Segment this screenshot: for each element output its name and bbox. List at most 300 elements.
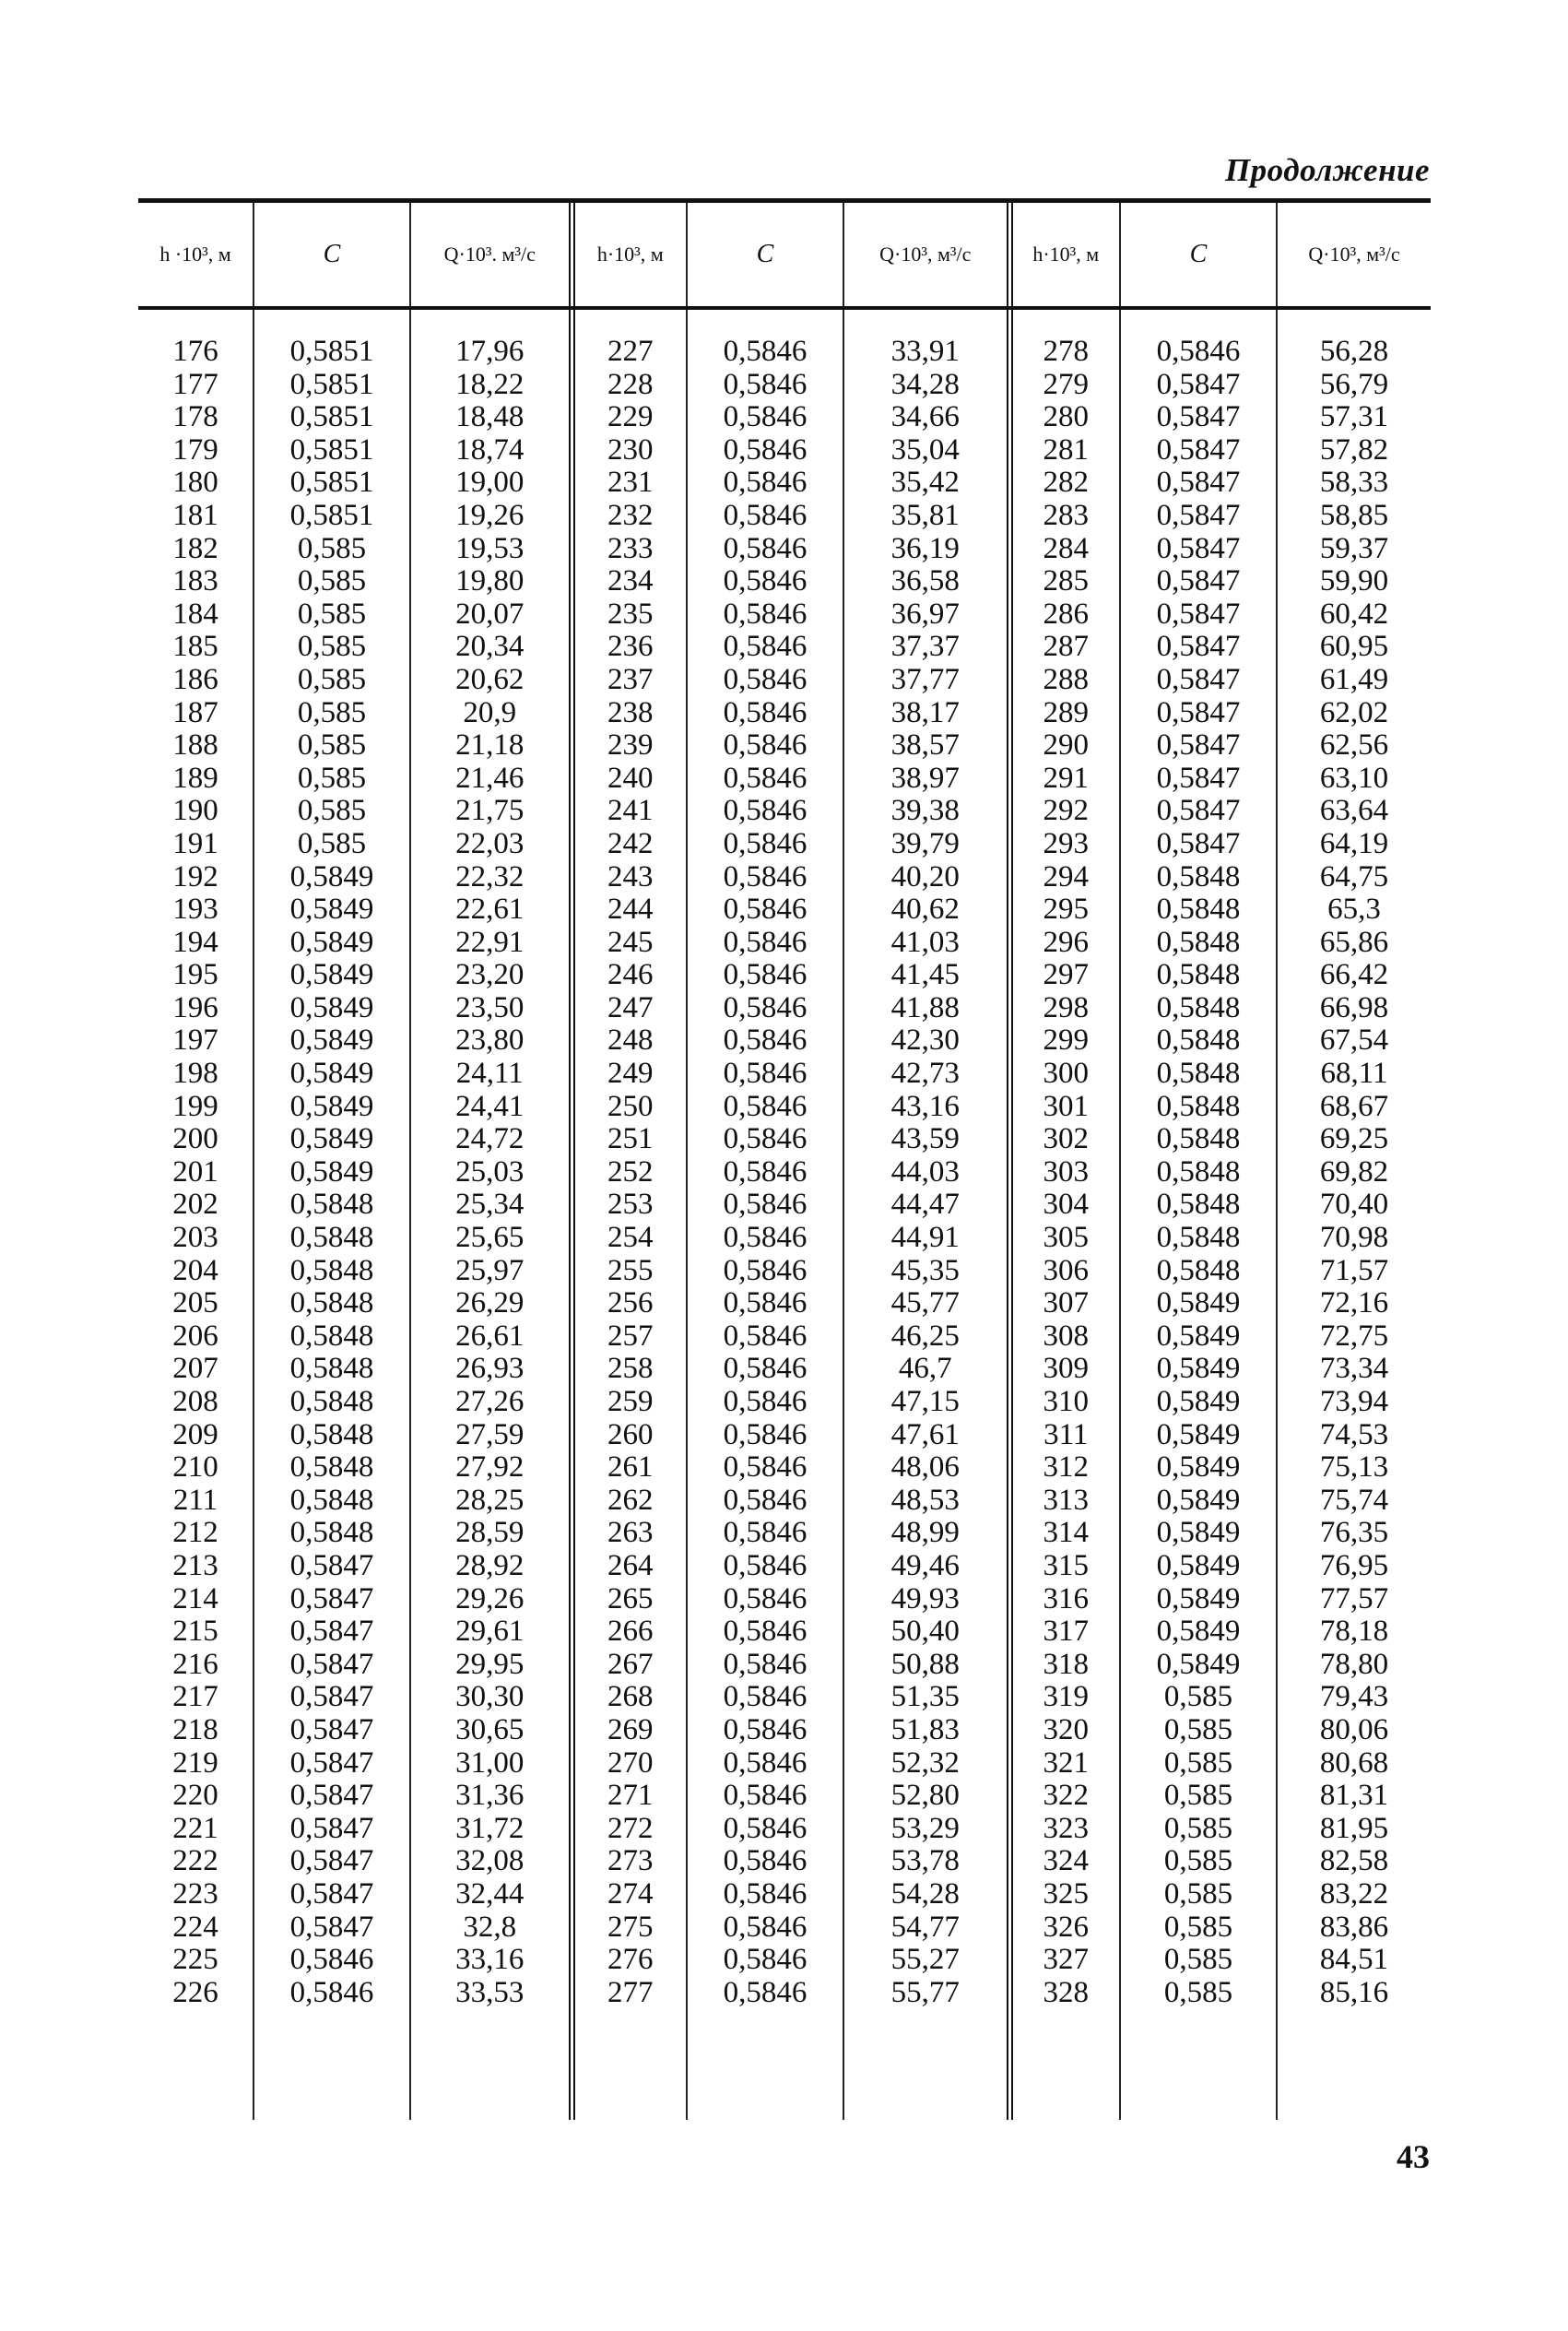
- cell-q-3: 80,68: [1277, 1747, 1431, 1781]
- cell-c-1: 0,585: [253, 565, 410, 598]
- cell-q-3: 56,79: [1277, 369, 1431, 402]
- cell-c-2: 0,5846: [687, 861, 843, 894]
- cell-q-3: 77,57: [1277, 1583, 1431, 1616]
- cell-h-2: 252: [572, 1156, 687, 1189]
- spacer-cell: [843, 2009, 1009, 2120]
- cell-h-2: 227: [572, 310, 687, 369]
- cell-h-2: 274: [572, 1878, 687, 1911]
- cell-q-1: 25,65: [410, 1222, 572, 1255]
- cell-h-3: 295: [1009, 893, 1120, 927]
- cell-q-1: 24,41: [410, 1091, 572, 1124]
- cell-q-2: 39,38: [843, 795, 1009, 828]
- table-row: [138, 565, 1431, 598]
- cell-h-2: 248: [572, 1024, 687, 1058]
- col-header-q-3: Q·10³, м³/с: [1277, 203, 1431, 306]
- cell-q-3: 75,13: [1277, 1451, 1431, 1485]
- cell-q-1: 18,48: [410, 401, 572, 434]
- spacer-cell: [138, 2009, 253, 2120]
- cell-h-3: 317: [1009, 1615, 1120, 1649]
- cell-q-3: 69,82: [1277, 1156, 1431, 1189]
- cell-c-2: 0,5846: [687, 927, 843, 960]
- cell-h-1: 221: [172, 1811, 218, 1845]
- cell-q-3: 74,53: [1277, 1419, 1431, 1452]
- table-row: [138, 1419, 1431, 1452]
- cell-h-3: 298: [1009, 992, 1120, 1025]
- cell-c-1: 0,585: [253, 697, 410, 730]
- table-row: [138, 1977, 1431, 2010]
- table-row: [138, 927, 1431, 960]
- cell-h-2: 247: [572, 992, 687, 1025]
- cell-h-2: 273: [572, 1845, 687, 1878]
- cell-c-1: 0,5851: [253, 310, 410, 369]
- cell-q-1: 28,92: [410, 1550, 572, 1583]
- cell-c-1: 0,585: [253, 828, 410, 861]
- cell-h-2: 250: [572, 1091, 687, 1124]
- cell-h-1: 188: [172, 728, 218, 763]
- cell-h-1: 223: [172, 1876, 218, 1911]
- cell-h-2: 256: [572, 1287, 687, 1320]
- cell-h-2: 255: [572, 1255, 687, 1288]
- cell-q-1: 27,26: [410, 1386, 572, 1419]
- cell-q-3: 63,64: [1277, 795, 1431, 828]
- cell-c-2: 0,5846: [687, 565, 843, 598]
- cell-q-3: 69,25: [1277, 1123, 1431, 1156]
- cell-h-1: 216: [172, 1647, 218, 1681]
- table-row: [138, 1517, 1431, 1550]
- cell-q-3: 64,19: [1277, 828, 1431, 861]
- table-row: [138, 1780, 1431, 1813]
- cell-c-3: 0,5849: [1120, 1649, 1277, 1682]
- cell-h-2: 276: [572, 1944, 687, 1977]
- cell-h-3: 309: [1009, 1353, 1120, 1386]
- table-row: [138, 598, 1431, 632]
- cell-c-2: 0,5846: [687, 1451, 843, 1485]
- cell-q-1: 18,22: [410, 369, 572, 402]
- col-header-c-1: C: [253, 203, 410, 306]
- cell-q-3: 85,16: [1277, 1977, 1431, 2010]
- cell-h-3: 286: [1009, 598, 1120, 632]
- cell-q-1: 31,00: [410, 1747, 572, 1781]
- cell-c-1: 0,5848: [253, 1287, 410, 1320]
- cell-c-3: 0,5848: [1120, 1058, 1277, 1091]
- cell-q-3: 70,98: [1277, 1222, 1431, 1255]
- cell-c-1: 0,5849: [253, 927, 410, 960]
- cell-c-1: 0,5849: [253, 893, 410, 927]
- cell-q-2: 40,62: [843, 893, 1009, 927]
- cell-h-3: 312: [1009, 1451, 1120, 1485]
- cell-h-2: 254: [572, 1222, 687, 1255]
- cell-h-3: 306: [1009, 1255, 1120, 1288]
- cell-c-3: 0,585: [1120, 1681, 1277, 1714]
- cell-q-1: 22,32: [410, 861, 572, 894]
- cell-c-1: 0,585: [253, 598, 410, 632]
- cell-q-1: 30,65: [410, 1714, 572, 1747]
- cell-h-3: 315: [1009, 1550, 1120, 1583]
- table-row: [138, 1353, 1431, 1386]
- cell-q-2: 45,77: [843, 1287, 1009, 1320]
- cell-q-1: 19,53: [410, 533, 572, 566]
- cell-c-2: 0,5846: [687, 763, 843, 796]
- cell-h-2: 271: [572, 1780, 687, 1813]
- spacer-cell: [410, 2009, 572, 2120]
- cell-c-2: 0,5846: [687, 1058, 843, 1091]
- table-row: [138, 1485, 1431, 1518]
- cell-h-2: 261: [572, 1451, 687, 1485]
- cell-q-3: 68,67: [1277, 1091, 1431, 1124]
- cell-c-1: 0,5846: [253, 1944, 410, 1977]
- cell-q-1: 24,72: [410, 1123, 572, 1156]
- cell-h-3: 326: [1009, 1911, 1120, 1945]
- cell-c-3: 0,5848: [1120, 992, 1277, 1025]
- cell-q-1: 26,93: [410, 1353, 572, 1386]
- table-row: [138, 1583, 1431, 1616]
- cell-q-1: 21,75: [410, 795, 572, 828]
- cell-q-1: 32,44: [410, 1878, 572, 1911]
- table-row: [138, 959, 1431, 992]
- cell-c-3: 0,5848: [1120, 1222, 1277, 1255]
- cell-c-2: 0,5846: [687, 1714, 843, 1747]
- table-row: [138, 1813, 1431, 1846]
- table-row: [138, 1911, 1431, 1945]
- cell-c-3: 0,5847: [1120, 401, 1277, 434]
- cell-c-1: 0,5851: [253, 500, 410, 533]
- cell-q-3: 65,3: [1277, 893, 1431, 927]
- table-row: [138, 500, 1431, 533]
- cell-q-2: 33,91: [843, 310, 1009, 369]
- cell-h-3: 280: [1009, 401, 1120, 434]
- cell-q-3: 81,31: [1277, 1780, 1431, 1813]
- cell-c-1: 0,5849: [253, 992, 410, 1025]
- cell-c-1: 0,5849: [253, 959, 410, 992]
- cell-h-1: 209: [172, 1417, 218, 1451]
- cell-q-2: 55,77: [843, 1977, 1009, 2010]
- cell-q-3: 76,35: [1277, 1517, 1431, 1550]
- cell-c-2: 0,5846: [687, 1419, 843, 1452]
- cell-q-3: 60,42: [1277, 598, 1431, 632]
- table-row: [138, 1550, 1431, 1583]
- cell-c-3: 0,5848: [1120, 1255, 1277, 1288]
- cell-h-1: 201: [172, 1154, 218, 1189]
- table-row: [138, 1747, 1431, 1781]
- cell-q-2: 42,73: [843, 1058, 1009, 1091]
- cell-c-3: 0,5849: [1120, 1550, 1277, 1583]
- cell-c-2: 0,5846: [687, 795, 843, 828]
- cell-q-2: 41,45: [843, 959, 1009, 992]
- cell-c-2: 0,5846: [687, 500, 843, 533]
- cell-c-3: 0,5848: [1120, 927, 1277, 960]
- cell-h-1: 196: [172, 990, 218, 1024]
- cell-q-3: 66,42: [1277, 959, 1431, 992]
- cell-c-2: 0,5846: [687, 697, 843, 730]
- cell-c-3: 0,585: [1120, 1780, 1277, 1813]
- cell-q-1: 20,9: [410, 697, 572, 730]
- cell-h-3: 304: [1009, 1189, 1120, 1222]
- cell-q-2: 44,47: [843, 1189, 1009, 1222]
- spacer-cell: [687, 2009, 843, 2120]
- data-table-container: [138, 198, 1431, 2120]
- cell-c-2: 0,5846: [687, 1550, 843, 1583]
- spacer-cell: [1120, 2009, 1277, 2120]
- cell-c-3: 0,5847: [1120, 434, 1277, 467]
- cell-q-1: 19,26: [410, 500, 572, 533]
- table-row: [138, 1878, 1431, 1911]
- cell-h-1: 192: [172, 859, 218, 893]
- cell-c-2: 0,5846: [687, 1681, 843, 1714]
- cell-c-3: 0,5848: [1120, 1156, 1277, 1189]
- cell-c-2: 0,5846: [687, 631, 843, 664]
- cell-q-3: 61,49: [1277, 664, 1431, 697]
- cell-q-3: 59,37: [1277, 533, 1431, 566]
- cell-h-3: 303: [1009, 1156, 1120, 1189]
- cell-q-2: 48,06: [843, 1451, 1009, 1485]
- cell-h-3: 293: [1009, 828, 1120, 861]
- cell-c-2: 0,5846: [687, 1189, 843, 1222]
- cell-q-3: 84,51: [1277, 1944, 1431, 1977]
- col-header-h-1: h ·10³, м: [159, 243, 231, 266]
- cell-c-1: 0,5846: [253, 1977, 410, 2010]
- cell-c-3: 0,585: [1120, 1911, 1277, 1945]
- table-row: [138, 1058, 1431, 1091]
- cell-q-2: 37,77: [843, 664, 1009, 697]
- cell-q-2: 45,35: [843, 1255, 1009, 1288]
- cell-h-3: 311: [1009, 1419, 1120, 1452]
- cell-q-1: 19,00: [410, 467, 572, 500]
- cell-q-2: 42,30: [843, 1024, 1009, 1058]
- cell-h-3: 301: [1009, 1091, 1120, 1124]
- cell-h-3: 321: [1009, 1747, 1120, 1781]
- cell-q-3: 65,86: [1277, 927, 1431, 960]
- cell-h-2: 275: [572, 1911, 687, 1945]
- cell-h-2: 253: [572, 1189, 687, 1222]
- cell-c-1: 0,585: [253, 533, 410, 566]
- cell-c-1: 0,5849: [253, 1024, 410, 1058]
- cell-q-1: 23,20: [410, 959, 572, 992]
- cell-h-3: 292: [1009, 795, 1120, 828]
- cell-q-1: 33,53: [410, 1977, 572, 2010]
- cell-h-2: 244: [572, 893, 687, 927]
- table-row: [138, 1091, 1431, 1124]
- cell-c-2: 0,5846: [687, 1878, 843, 1911]
- cell-h-1: 193: [172, 893, 218, 927]
- cell-h-3: 320: [1009, 1714, 1120, 1747]
- cell-c-2: 0,5846: [687, 1649, 843, 1682]
- cell-c-1: 0,5851: [253, 434, 410, 467]
- cell-c-2: 0,5846: [687, 1944, 843, 1977]
- table-row: [138, 795, 1431, 828]
- cell-c-2: 0,5846: [687, 664, 843, 697]
- cell-c-3: 0,585: [1120, 1845, 1277, 1878]
- cell-q-3: 73,94: [1277, 1386, 1431, 1419]
- table-row: [138, 828, 1431, 861]
- cell-h-1: 180: [172, 466, 218, 500]
- cell-q-3: 57,31: [1277, 401, 1431, 434]
- cell-h-3: 319: [1009, 1681, 1120, 1714]
- cell-q-1: 32,8: [410, 1911, 572, 1945]
- cell-q-3: 78,18: [1277, 1615, 1431, 1649]
- cell-q-2: 41,88: [843, 992, 1009, 1025]
- cell-c-3: 0,5846: [1120, 310, 1277, 369]
- cell-q-1: 20,62: [410, 664, 572, 697]
- cell-c-3: 0,585: [1120, 1878, 1277, 1911]
- cell-h-3: 294: [1009, 861, 1120, 894]
- cell-c-3: 0,5847: [1120, 631, 1277, 664]
- cell-q-3: 70,40: [1277, 1189, 1431, 1222]
- cell-q-2: 34,28: [843, 369, 1009, 402]
- cell-c-3: 0,5849: [1120, 1485, 1277, 1518]
- table-row: [138, 1222, 1431, 1255]
- cell-h-1: 213: [172, 1548, 218, 1582]
- cell-h-3: 278: [1009, 310, 1120, 369]
- cell-q-2: 50,40: [843, 1615, 1009, 1649]
- cell-h-3: 327: [1009, 1944, 1120, 1977]
- cell-h-3: 324: [1009, 1845, 1120, 1878]
- cell-c-3: 0,5848: [1120, 1024, 1277, 1058]
- table-row: [138, 310, 1431, 369]
- cell-c-1: 0,5847: [253, 1845, 410, 1878]
- cell-h-1: 191: [172, 826, 218, 860]
- cell-h-2: 269: [572, 1714, 687, 1747]
- cell-q-3: 78,80: [1277, 1649, 1431, 1682]
- cell-h-2: 266: [572, 1615, 687, 1649]
- cell-h-3: 322: [1009, 1780, 1120, 1813]
- cell-c-3: 0,5847: [1120, 565, 1277, 598]
- cell-h-2: 268: [572, 1681, 687, 1714]
- cell-q-3: 58,33: [1277, 467, 1431, 500]
- cell-h-1: 214: [172, 1581, 218, 1615]
- table-row: [138, 1649, 1431, 1682]
- cell-q-2: 52,32: [843, 1747, 1009, 1781]
- cell-h-3: 310: [1009, 1386, 1120, 1419]
- cell-h-1: 218: [172, 1712, 218, 1746]
- cell-c-2: 0,5846: [687, 1977, 843, 2010]
- cell-q-3: 71,57: [1277, 1255, 1431, 1288]
- cell-q-1: 33,16: [410, 1944, 572, 1977]
- cell-h-3: 290: [1009, 729, 1120, 763]
- cell-h-2: 231: [572, 467, 687, 500]
- cell-c-3: 0,5847: [1120, 697, 1277, 730]
- table-row: [138, 1714, 1431, 1747]
- cell-q-3: 73,34: [1277, 1353, 1431, 1386]
- cell-q-3: 64,75: [1277, 861, 1431, 894]
- page-number: 43: [1397, 2138, 1430, 2175]
- cell-q-2: 49,93: [843, 1583, 1009, 1616]
- cell-q-2: 52,80: [843, 1780, 1009, 1813]
- cell-h-3: 283: [1009, 500, 1120, 533]
- table-row: [138, 434, 1431, 467]
- cell-h-2: 272: [572, 1813, 687, 1846]
- cell-c-1: 0,5848: [253, 1485, 410, 1518]
- cell-q-1: 24,11: [410, 1058, 572, 1091]
- cell-q-3: 79,43: [1277, 1681, 1431, 1714]
- cell-h-1: 179: [172, 432, 218, 467]
- cell-c-1: 0,5847: [253, 1911, 410, 1945]
- cell-h-3: 300: [1009, 1058, 1120, 1091]
- cell-h-1: 219: [172, 1745, 218, 1780]
- table-row: [138, 1386, 1431, 1419]
- cell-q-1: 26,29: [410, 1287, 572, 1320]
- cell-c-2: 0,5846: [687, 959, 843, 992]
- cell-c-1: 0,5849: [253, 1156, 410, 1189]
- cell-h-2: 238: [572, 697, 687, 730]
- cell-h-3: 289: [1009, 697, 1120, 730]
- table-row: [138, 1123, 1431, 1156]
- cell-h-3: 308: [1009, 1320, 1120, 1354]
- cell-h-3: 328: [1009, 1977, 1120, 2010]
- cell-h-3: 307: [1009, 1287, 1120, 1320]
- cell-q-3: 72,75: [1277, 1320, 1431, 1354]
- cell-q-2: 51,35: [843, 1681, 1009, 1714]
- cell-c-2: 0,5846: [687, 828, 843, 861]
- cell-c-1: 0,585: [253, 664, 410, 697]
- cell-c-3: 0,5849: [1120, 1287, 1277, 1320]
- cell-q-2: 38,57: [843, 729, 1009, 763]
- cell-c-3: 0,5849: [1120, 1615, 1277, 1649]
- cell-q-1: 25,97: [410, 1255, 572, 1288]
- cell-c-1: 0,5847: [253, 1878, 410, 1911]
- cell-h-3: 281: [1009, 434, 1120, 467]
- cell-q-1: 23,80: [410, 1024, 572, 1058]
- cell-c-3: 0,5847: [1120, 369, 1277, 402]
- cell-h-2: 233: [572, 533, 687, 566]
- cell-q-1: 21,46: [410, 763, 572, 796]
- cell-h-1: 215: [172, 1615, 218, 1649]
- table-row: [138, 1156, 1431, 1189]
- cell-c-3: 0,585: [1120, 1714, 1277, 1747]
- cell-c-3: 0,5847: [1120, 533, 1277, 566]
- cell-h-3: 291: [1009, 763, 1120, 796]
- cell-q-1: 30,30: [410, 1681, 572, 1714]
- table-row: [138, 1451, 1431, 1485]
- cell-c-3: 0,5848: [1120, 959, 1277, 992]
- cell-h-1: 225: [172, 1943, 218, 1977]
- col-header-q-2: Q·10³, м³/с: [843, 203, 1009, 306]
- cell-h-1: 176: [172, 335, 218, 368]
- cell-q-3: 59,90: [1277, 565, 1431, 598]
- cell-q-2: 49,46: [843, 1550, 1009, 1583]
- cell-h-3: 282: [1009, 467, 1120, 500]
- cell-c-2: 0,5846: [687, 369, 843, 402]
- cell-h-2: 277: [572, 1977, 687, 2010]
- table-row: [138, 763, 1431, 796]
- cell-h-2: 229: [572, 401, 687, 434]
- table-row: [138, 1255, 1431, 1288]
- cell-c-2: 0,5846: [687, 434, 843, 467]
- cell-q-3: 63,10: [1277, 763, 1431, 796]
- cell-c-3: 0,5849: [1120, 1583, 1277, 1616]
- cell-c-2: 0,5846: [687, 1287, 843, 1320]
- cell-c-1: 0,5847: [253, 1550, 410, 1583]
- cell-c-3: 0,5848: [1120, 893, 1277, 927]
- cell-c-3: 0,5847: [1120, 598, 1277, 632]
- cell-h-1: 208: [172, 1385, 218, 1418]
- col-header-c-3: C: [1120, 203, 1277, 306]
- cell-h-3: 297: [1009, 959, 1120, 992]
- cell-h-1: 206: [172, 1319, 218, 1353]
- cell-q-2: 44,91: [843, 1222, 1009, 1255]
- cell-c-1: 0,5847: [253, 1747, 410, 1781]
- cell-q-1: 19,80: [410, 565, 572, 598]
- cell-q-1: 29,95: [410, 1649, 572, 1682]
- cell-q-1: 23,50: [410, 992, 572, 1025]
- spacer-cell: [1009, 2009, 1120, 2120]
- cell-h-1: 178: [172, 400, 218, 434]
- cell-c-1: 0,5847: [253, 1615, 410, 1649]
- cell-q-2: 40,20: [843, 861, 1009, 894]
- cell-c-1: 0,5847: [253, 1681, 410, 1714]
- cell-h-1: 197: [172, 1024, 218, 1058]
- cell-h-2: 236: [572, 631, 687, 664]
- cell-c-3: 0,5847: [1120, 763, 1277, 796]
